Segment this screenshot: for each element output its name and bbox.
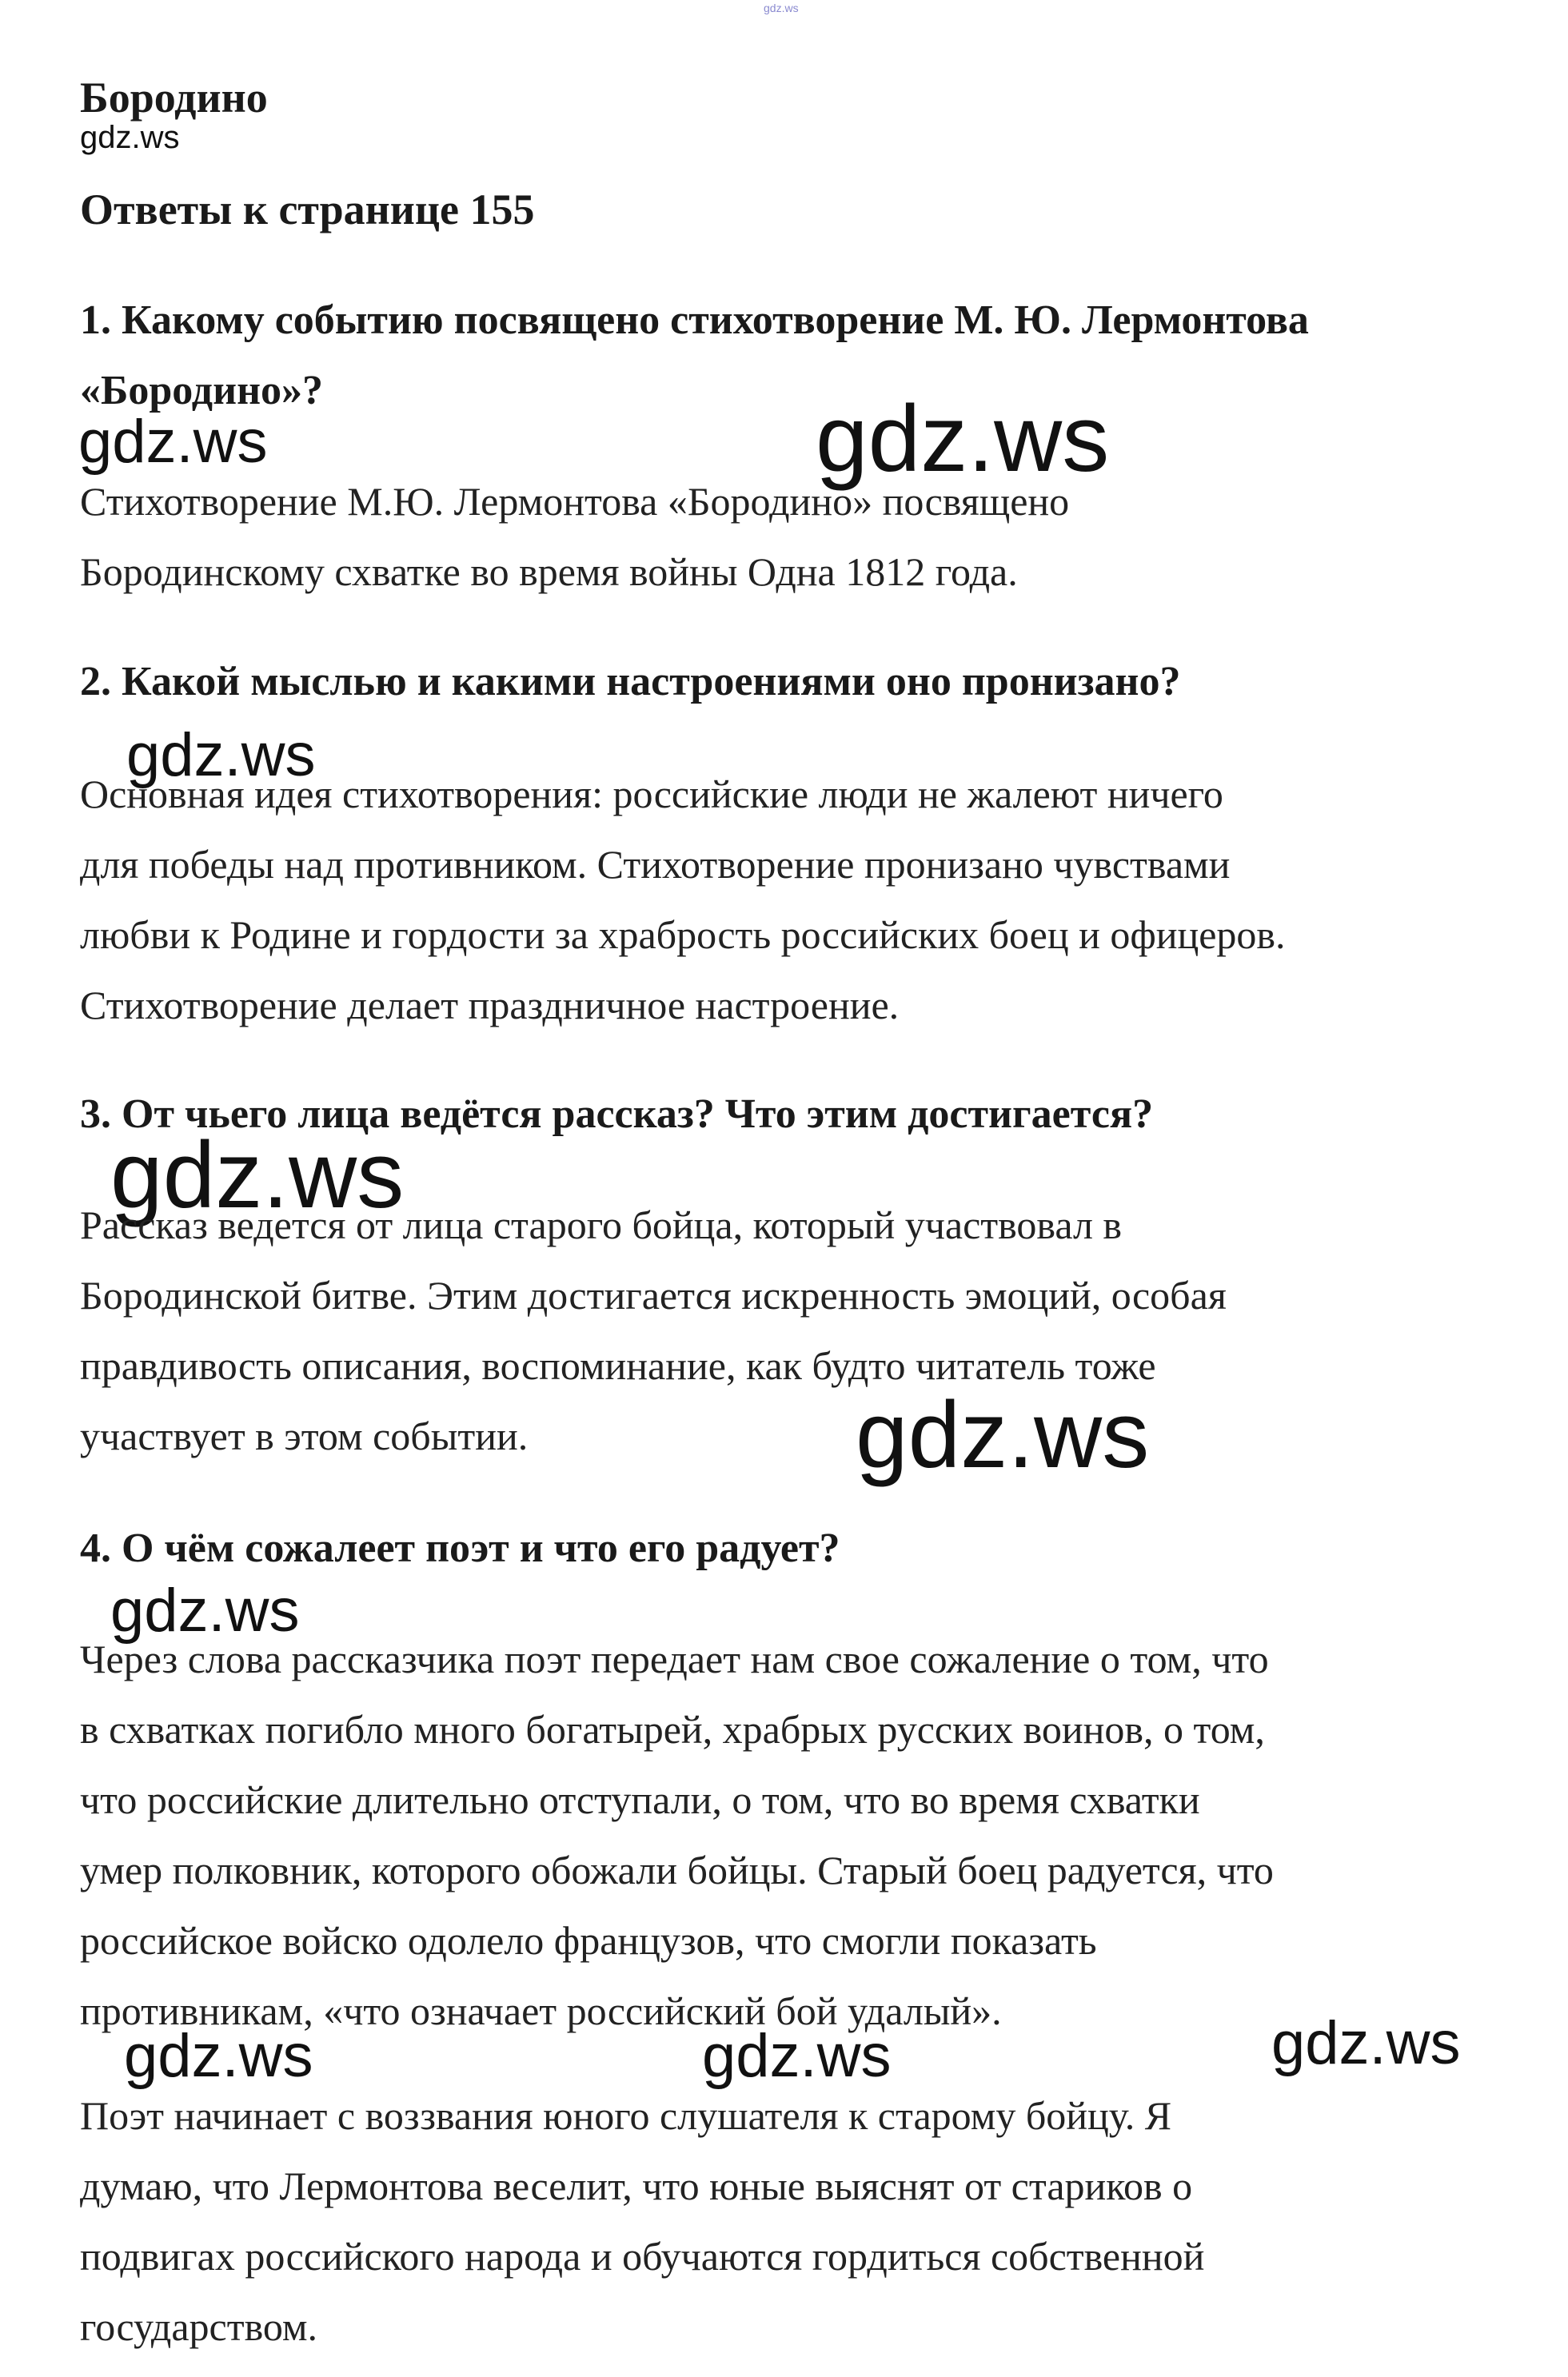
answer-3-line-1: Рассказ ведется от лица старого бойца, который участвовал в: [80, 1202, 1123, 1247]
answer-4b-line-1: Поэт начинает с воззвания юного слушателя к старому бойцу. Я: [80, 2093, 1172, 2138]
watermark: gdz.ws: [110, 1123, 405, 1228]
watermark: gdz.ws: [78, 408, 268, 476]
answer-4-line-4: умер полковник, которого обожали бойцы. Старый боец радуется, что: [80, 1848, 1274, 1892]
watermark: gdz.ws: [856, 1382, 1150, 1488]
question-3-line-1: 3. От чьего лица ведётся рассказ? Что этим достигается?: [80, 1091, 1154, 1137]
answer-4-line-5: российское войско одолело французов, что смогли показать: [80, 1918, 1097, 1963]
answer-3-line-4: участвует в этом событии.: [80, 1414, 529, 1458]
answer-4-line-2: в схватках погибло много богатырей, храбрых русских воинов, о том,: [80, 1707, 1265, 1752]
answer-4-line-6: противникам, «что означает российский бой удалый».: [80, 1988, 1002, 2033]
watermark: gdz.ws: [1271, 2009, 1461, 2077]
answer-4b-line-3: подвигах российского народа и обучаются гордиться собственной: [80, 2234, 1205, 2279]
answer-4b-line-2: думаю, что Лермонтова веселит, что юные выяснят от стариков о: [80, 2164, 1193, 2208]
answer-4b-line-4: государством.: [80, 2304, 318, 2349]
answer-2-line-4: Стихотворение делает праздничное настроение.: [80, 983, 900, 1027]
question-1-line-2: «Бородино»?: [80, 368, 324, 413]
watermark: gdz.ws: [110, 1577, 300, 1645]
answer-4-line-3: что российские длительно отступали, о том, что во время схватки: [80, 1777, 1200, 1822]
question-1-line-1: 1. Какому событию посвящено стихотворение М. Ю. Лермонтова: [80, 297, 1309, 343]
page-subtitle: Ответы к странице 155: [80, 185, 535, 233]
page-title: Бородино: [80, 74, 268, 122]
answer-3-line-2: Бородинской битве. Этим достигается искренность эмоций, особая: [80, 1273, 1227, 1318]
question-2-line-1: 2. Какой мыслью и какими настроениями оно пронизано?: [80, 659, 1181, 704]
top-watermark: gdz.ws: [764, 2, 799, 14]
answer-3-line-3: правдивость описания, воспоминание, как будто читатель тоже: [80, 1343, 1156, 1388]
watermark: gdz.ws: [816, 386, 1110, 492]
watermark: gdz.ws: [126, 721, 316, 789]
watermark: gdz.ws: [124, 2022, 313, 2090]
answer-4-line-1: Через слова рассказчика поэт передает нам свое сожаление о том, что: [80, 1637, 1269, 1681]
answer-2-line-1: Основная идея стихотворения: российские люди не жалеют ничего: [80, 772, 1223, 816]
answer-1-line-1: Стихотворение М.Ю. Лермонтова «Бородино» посвящено: [80, 479, 1070, 524]
answer-1-line-2: Бородинскому схватке во время войны Одна 1812 года.: [80, 549, 1018, 594]
watermark: gdz.ws: [702, 2022, 892, 2090]
question-4-line-1: 4. О чём сожалеет поэт и что его радует?: [80, 1526, 840, 1571]
answer-2-line-3: любви к Родине и гордости за храбрость российских боец и офицеров.: [80, 912, 1286, 957]
answer-2-line-2: для победы над противником. Стихотворение пронизано чувствами: [80, 842, 1231, 887]
title-watermark: gdz.ws: [80, 120, 180, 155]
